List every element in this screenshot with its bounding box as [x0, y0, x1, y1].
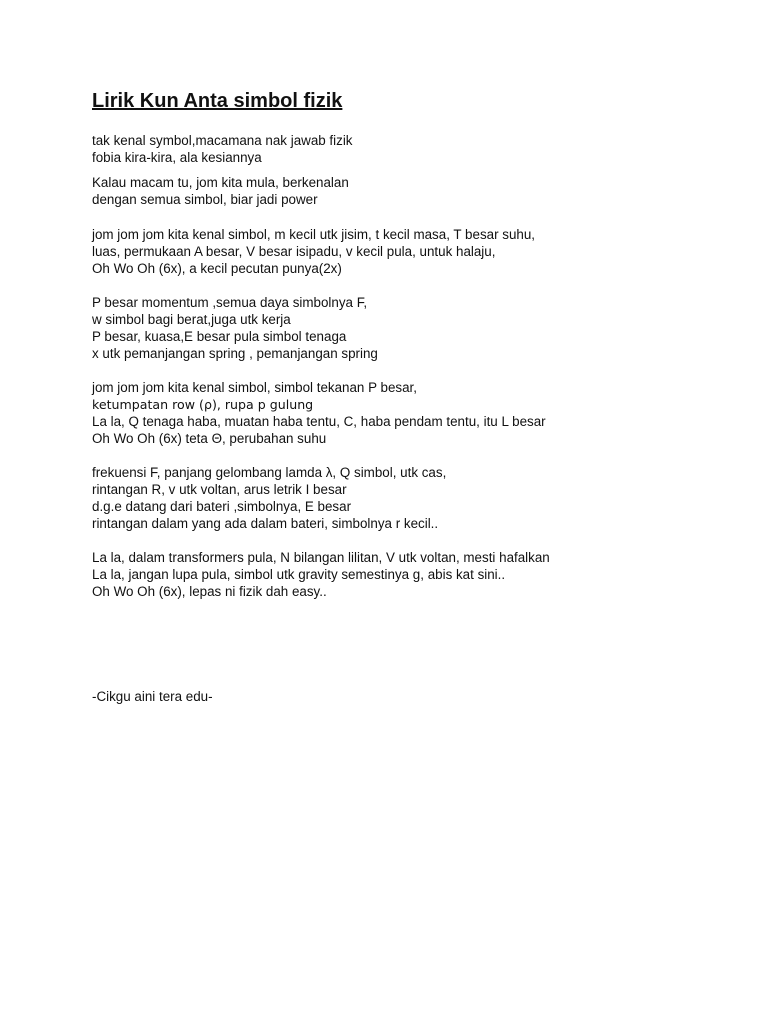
stanza-4 [92, 294, 712, 362]
lyric-line: La la, dalam transformers pula, N bilangan lilitan, V utk voltan, mesti hafalkan [92, 550, 550, 565]
stanza-2 [92, 174, 712, 208]
lyric-line: dengan semua simbol, biar jadi power [92, 192, 318, 207]
lyric-line: Kalau macam tu, jom kita mula, berkenalan [92, 175, 349, 190]
stanza-3 [92, 226, 712, 277]
lyric-line: jom jom jom kita kenal simbol, simbol tekanan P besar, [92, 380, 417, 395]
lyric-line: fobia kira-kira, ala kesiannya [92, 150, 262, 165]
document-page [92, 88, 712, 600]
lyric-line: La la, jangan lupa pula, simbol utk gravity semestinya g, abis kat sini.. [92, 567, 506, 582]
lyric-line: Oh Wo Oh (6x), a kecil pecutan punya(2x) [92, 261, 342, 276]
stanza-7 [92, 549, 712, 600]
lyric-line: frekuensi F, panjang gelombang lamda λ, Q simbol, utk cas, [92, 465, 447, 480]
lyric-line: jom jom jom kita kenal simbol, m kecil utk jisim, t kecil masa, T besar suhu, [92, 227, 536, 242]
lyric-line: ketumpatan row (ρ), rupa p gulung [92, 397, 314, 412]
stanza-6 [92, 464, 712, 532]
lyric-line: P besar momentum ,semua daya simbolnya F, [92, 295, 368, 310]
lyric-line: P besar, kuasa,E besar pula simbol tenaga [92, 329, 347, 344]
lyric-line: La la, Q tenaga haba, muatan haba tentu, C, haba pendam tentu, itu L besar [92, 414, 546, 429]
stanza-1 [92, 132, 712, 166]
lyric-line: rintangan R, v utk voltan, arus letrik I besar [92, 482, 347, 497]
lyric-line: luas, permukaan A besar, V besar isipadu, v kecil pula, untuk halaju, [92, 244, 496, 259]
lyric-line: Oh Wo Oh (6x) teta Θ, perubahan suhu [92, 431, 327, 446]
stanza-5 [92, 379, 712, 447]
lyric-line: Oh Wo Oh (6x), lepas ni fizik dah easy.. [92, 584, 327, 599]
document-title: Lirik Kun Anta simbol fizik [92, 90, 343, 112]
lyric-line: tak kenal symbol,macamana nak jawab fizik [92, 133, 353, 148]
lyric-line: x utk pemanjangan spring , pemanjangan spring [92, 346, 378, 361]
lyric-line: d.g.e datang dari bateri ,simbolnya, E besar [92, 499, 352, 514]
lyric-line: rintangan dalam yang ada dalam bateri, simbolnya r kecil.. [92, 516, 439, 531]
signature: -Cikgu aini tera edu- [92, 689, 213, 704]
lyric-line: w simbol bagi berat,juga utk kerja [92, 312, 291, 327]
